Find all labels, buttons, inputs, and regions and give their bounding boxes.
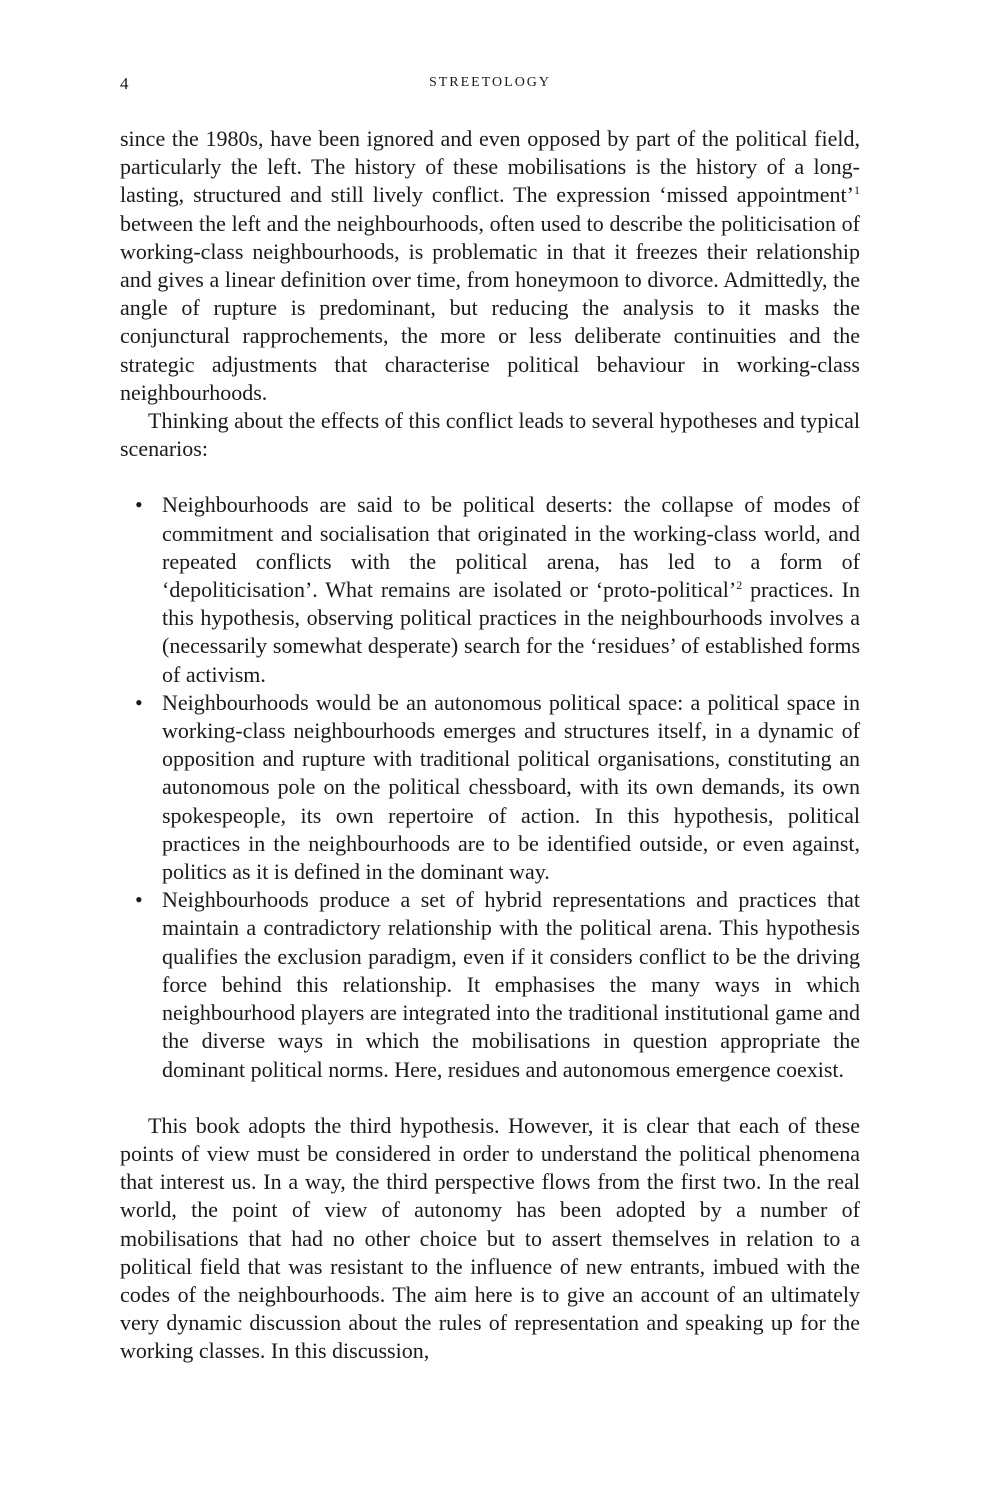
bullet-icon: • xyxy=(135,492,143,518)
bullet-icon: • xyxy=(135,887,143,913)
paragraph-text: since the 1980s, have been ignored and even opposed by part of the political field, particularly the left. The history of these mobilisations is the history of a long-lasting, structured and still lively conflict. The expression ‘missed appointment’ xyxy=(120,126,860,208)
bullet-icon: • xyxy=(135,689,143,715)
footnote-reference[interactable]: 1 xyxy=(854,183,860,198)
paragraph-text: between the left and the neighbourhoods, often used to describe the politicisation of working-class neighbourhoods, is problematic in that it freezes their relationship and gives a linear definition over time, from honeymoon to divorce. Admittedly, the angle of rupture is predominant, but reducing the analysis to it masks the conjunctural rapprochements, the more or less deliberate continuities and the strategic adjustments that characterise political behaviour in working-class neighbourhoods. xyxy=(120,210,860,405)
list-item-text: Neighbourhoods are said to be political deserts: the collapse of modes of commitment and socialisation that originated in the working-class world, and repeated conflicts with the political arena, has led to a form of ‘depoliticisation’. What remains are isolated or ‘proto-political’ xyxy=(162,492,860,603)
list-item-text: Neighbourhoods produce a set of hybrid representations and practices that maintain a contradictory relationship with the political arena. This hypothesis qualifies the exclusion paradigm, even if it considers conflict to be the driving force behind this relationship. It emphasises the many ways in which neighbourhood players are integrated into the traditional institutional game and the diverse ways in which the mobilisations in question appropriate the dominant political norms. Here, residues and autonomous emergence coexist. xyxy=(162,887,860,1082)
list-item xyxy=(135,491,861,688)
footnote-reference[interactable]: 2 xyxy=(736,578,743,593)
page-number: 4 xyxy=(120,74,129,93)
paragraph xyxy=(120,125,860,407)
list-item xyxy=(135,886,860,1083)
list-item-text: practices. In this hypothesis, observing political practices in the neighbourhoods involves a (necessarily somewhat desperate) search for the ‘residues’ of established forms of activism. xyxy=(162,577,861,687)
hypotheses-list xyxy=(120,491,860,1083)
running-title: STREETOLOGY xyxy=(428,75,552,90)
paragraph: Thinking about the effects of this conflict leads to several hypotheses and typical scenarios: xyxy=(120,408,860,462)
paragraph: This book adopts the third hypothesis. However, it is clear that each of these points of view must be considered in order to understand the political phenomena that interest us. In a way, the third perspective flows from the first two. In the real world, the point of view of autonomy has been adopted by a number of mobilisations that had no other choice but to assert themselves in relation to a political field that was resistant to the influence of new entrants, imbued with the codes of the neighbourhoods. The aim here is to give an account of an ultimately very dynamic discussion about the rules of representation and speaking up for the working classes. In this discussion, xyxy=(120,1112,860,1364)
body-text xyxy=(120,125,860,1366)
page-header xyxy=(120,74,860,100)
list-item-text: Neighbourhoods would be an autonomous political space: a political space in working-class neighbourhoods emerges and structures itself, in a dynamic of opposition and rupture with traditional political organisations, constituting an autonomous pole on the political chessboard, with its own demands, its own spokespeople, its own repertoire of action. In this hypothesis, political practices in the neighbourhoods are to be identified outside, or even against, politics as it is defined in the dominant way. xyxy=(162,689,860,885)
list-item xyxy=(135,689,860,886)
